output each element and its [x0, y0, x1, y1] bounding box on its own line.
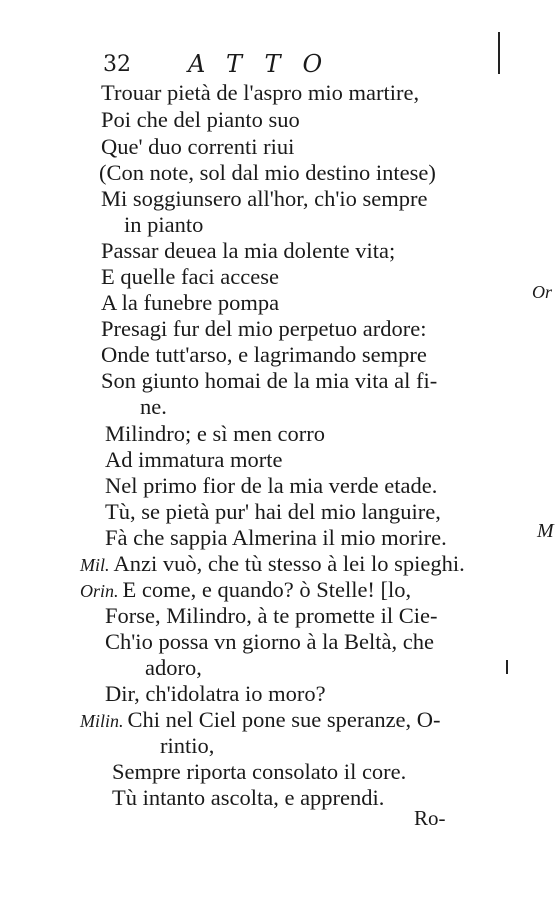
verse-line: rintio, — [160, 733, 215, 758]
margin-note: Or — [532, 282, 553, 302]
page-number: 32 — [103, 52, 131, 77]
verse-line: Mi soggiunsero all'hor, ch'io sempre — [101, 186, 428, 211]
verse-line: Tù intanto ascolta, e apprendi. — [112, 785, 385, 810]
verse-line: E quelle faci accese — [101, 264, 280, 289]
verse-line: adoro, — [145, 655, 202, 680]
speaker-label: Mil. — [80, 555, 110, 575]
verse-line: Onde tutt'arso, e lagrimando sempre — [101, 342, 427, 367]
verse-line: Nel primo fior de la mia verde etade. — [105, 473, 438, 498]
bleed-mark — [506, 660, 508, 674]
verse-line: Son giunto homai de la mia vita al fi- — [101, 368, 438, 393]
verse-line: Ch'io possa vn giorno à la Beltà, che — [105, 629, 434, 654]
speaker-label: Milin. — [80, 711, 124, 731]
verse-line: in pianto — [124, 212, 204, 237]
verse-line: Forse, Milindro, à te promette il Cie- — [105, 603, 438, 628]
verse-line: Sempre riporta consolato il core. — [112, 759, 407, 784]
verse-line: Poi che del pianto suo — [101, 107, 300, 132]
catchword: Ro- — [414, 806, 446, 830]
verse-line: Passar deuea la mia dolente vita; — [101, 238, 396, 263]
verse-line: Milindro; e sì men corro — [105, 421, 325, 446]
verse-line: Ad immatura morte — [105, 447, 283, 472]
verse-line: Milin. Chi nel Ciel pone sue speranze, O- — [80, 707, 441, 732]
margin-note: M — [537, 520, 554, 542]
bleed-mark — [498, 32, 500, 74]
verse-line: A la funebre pompa — [101, 290, 280, 315]
verse-line: Orin. E come, e quando? ò Stelle! [lo, — [80, 577, 412, 602]
verse-line: (Con note, sol dal mio destino intese) — [99, 160, 436, 185]
verse-line: ne. — [140, 394, 167, 419]
verse-line: Presagi fur del mio perpetuo ardore: — [101, 316, 427, 341]
running-head: ATTO — [188, 50, 345, 78]
verse-line: Que' duo correnti riui — [101, 134, 295, 159]
verse-line: Mil. Anzi vuò, che tù stesso à lei lo spieghi. — [80, 551, 465, 576]
verse-line: Trouar pietà de l'aspro mio martire, — [101, 80, 420, 105]
verse-line: Dir, ch'idolatra io moro? — [105, 681, 326, 706]
verse-line: Fà che sappia Almerina il mio morire. — [105, 525, 447, 550]
speaker-label: Orin. — [80, 581, 119, 601]
verse-line: Tù, se pietà pur' hai del mio languire, — [105, 499, 441, 524]
